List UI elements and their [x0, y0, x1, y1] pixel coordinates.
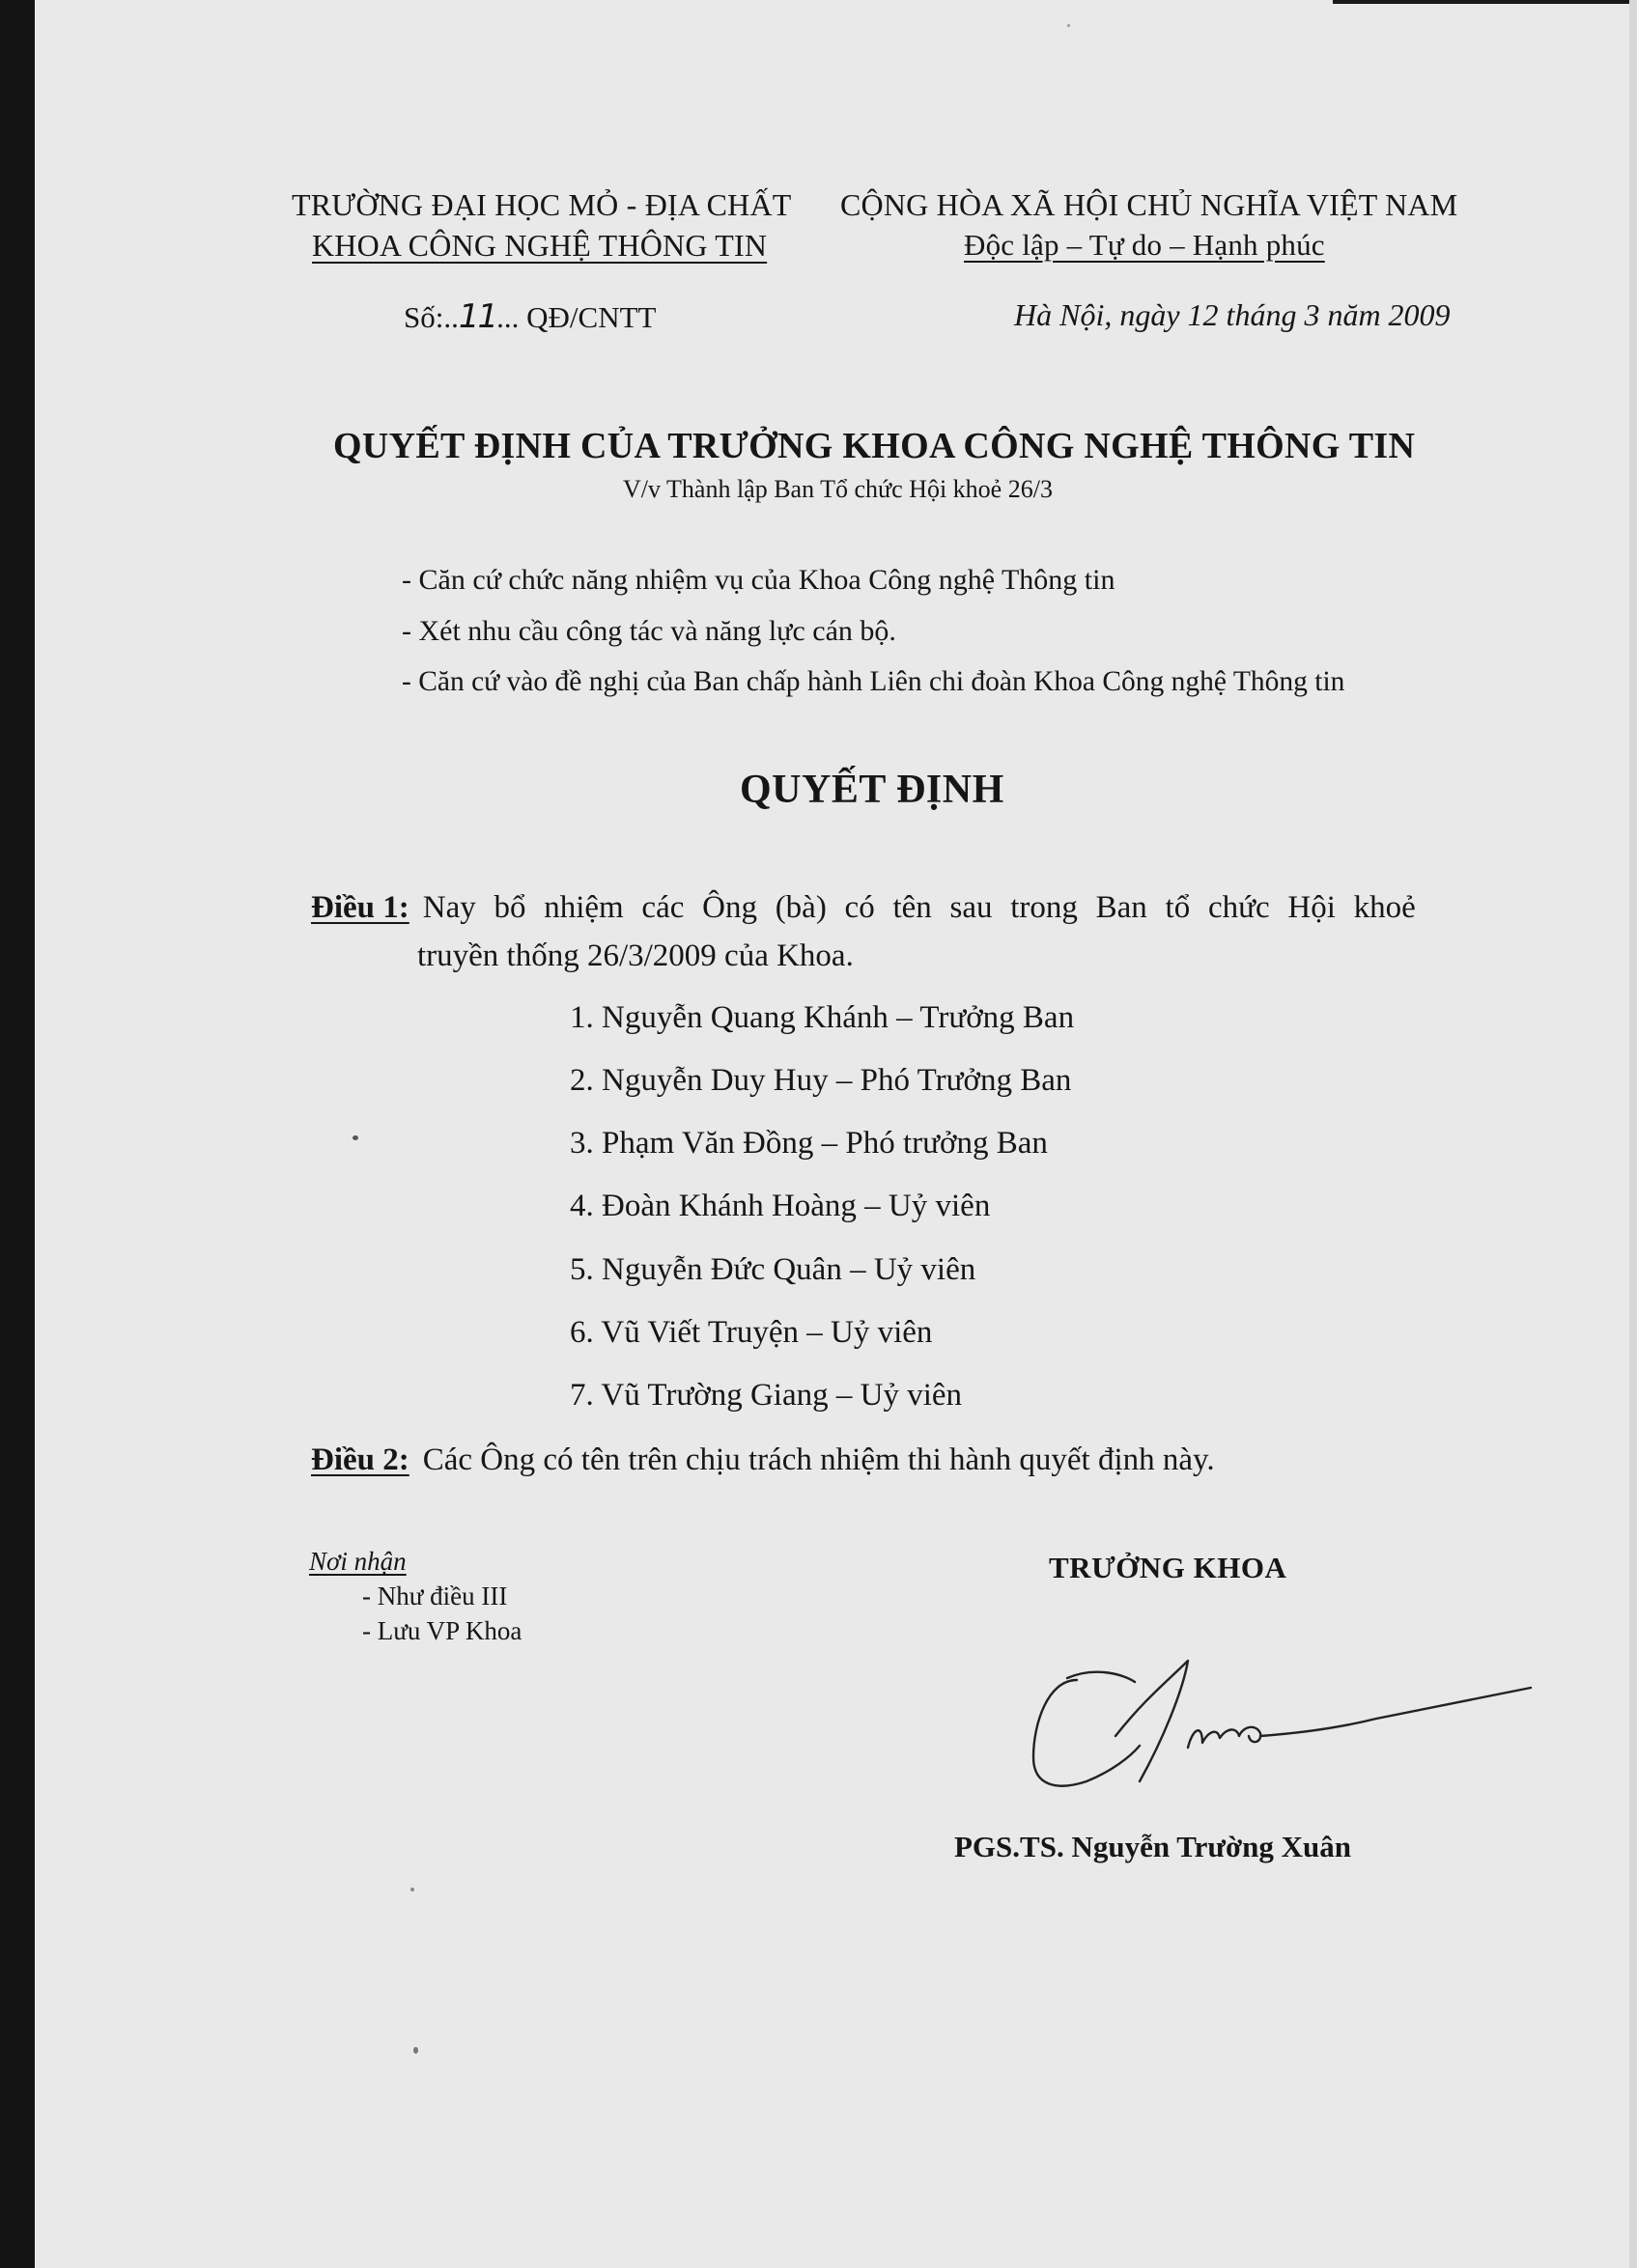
faculty-name-text: KHOA CÔNG NGHỆ THÔNG TIN	[312, 228, 768, 263]
scan-speck	[1067, 24, 1070, 27]
national-motto: Độc lập – Tự do – Hạnh phúc	[964, 228, 1325, 262]
signer-name: PGS.TS. Nguyễn Trường Xuân	[954, 1830, 1352, 1863]
member-list-item: 4. Đoàn Khánh Hoàng – Uỷ viên	[570, 1189, 991, 1223]
article-2	[311, 1442, 1215, 1478]
signer-position: TRƯỞNG KHOA	[1049, 1551, 1287, 1584]
member-list-item: 1. Nguyễn Quang Khánh – Trưởng Ban	[570, 1000, 1075, 1035]
member-list-item: 7. Vũ Trường Giang – Uỷ viên	[570, 1378, 963, 1413]
scan-speck	[410, 1888, 414, 1891]
article-1-text: Nay bổ nhiệm các Ông (bà) có tên sau trong Ban tổ chức Hội khoẻ	[422, 890, 1416, 925]
member-list-item: 5. Nguyễn Đức Quân – Uỷ viên	[570, 1252, 976, 1287]
document-number-prefix: Số:..	[404, 300, 459, 334]
decision-heading: QUYẾT ĐỊNH	[740, 768, 1004, 812]
scan-top-edge	[1333, 0, 1637, 4]
article-1-label: Điều 1:	[311, 890, 409, 925]
faculty-name	[312, 228, 767, 264]
article-2-text: Các Ông có tên trên chịu trách nhiệm thi hành quyết định này.	[422, 1442, 1215, 1477]
member-list-item: 3. Phạm Văn Đồng – Phó trưởng Ban	[570, 1126, 1048, 1161]
document-number-suffix: ... QĐ/CNTT	[496, 300, 657, 334]
member-list-item: 2. Nguyễn Duy Huy – Phó Trưởng Ban	[570, 1063, 1072, 1098]
handwritten-signature	[1019, 1622, 1540, 1815]
document-number-value: 11	[458, 297, 497, 336]
document-number	[404, 297, 656, 336]
recipient-item: - Như điều III	[362, 1582, 508, 1610]
scan-left-border	[0, 0, 35, 2268]
recipient-item: - Lưu VP Khoa	[362, 1616, 522, 1645]
scan-speck	[413, 2047, 418, 2054]
recipients-title: Nơi nhận	[309, 1547, 407, 1576]
article-1-continuation: truyền thống 26/3/2009 của Khoa.	[417, 938, 854, 973]
member-list-item: 6. Vũ Viết Truyện – Uỷ viên	[570, 1315, 933, 1350]
document-date: Hà Nội, ngày 12 tháng 3 năm 2009	[1014, 297, 1451, 332]
university-name: TRƯỜNG ĐẠI HỌC MỎ - ĐỊA CHẤT	[292, 187, 792, 222]
scan-speck	[353, 1135, 358, 1140]
basis-item: - Căn cứ vào đề nghị của Ban chấp hành Liên chi đoàn Khoa Công nghệ Thông tin	[402, 666, 1345, 697]
page-title: QUYẾT ĐỊNH CỦA TRƯỞNG KHOA CÔNG NGHỆ THÔNG TIN	[333, 426, 1416, 466]
basis-item: - Xét nhu cầu công tác và năng lực cán bộ.	[402, 615, 896, 647]
basis-item: - Căn cứ chức năng nhiệm vụ của Khoa Công nghệ Thông tin	[402, 564, 1115, 596]
article-2-label: Điều 2:	[311, 1442, 409, 1477]
document-subject: V/v Thành lập Ban Tổ chức Hội khoẻ 26/3	[623, 475, 1053, 503]
national-title: CỘNG HÒA XÃ HỘI CHỦ NGHĨA VIỆT NAM	[840, 187, 1458, 222]
scan-right-edge	[1629, 0, 1637, 2268]
article-1	[311, 890, 1449, 926]
